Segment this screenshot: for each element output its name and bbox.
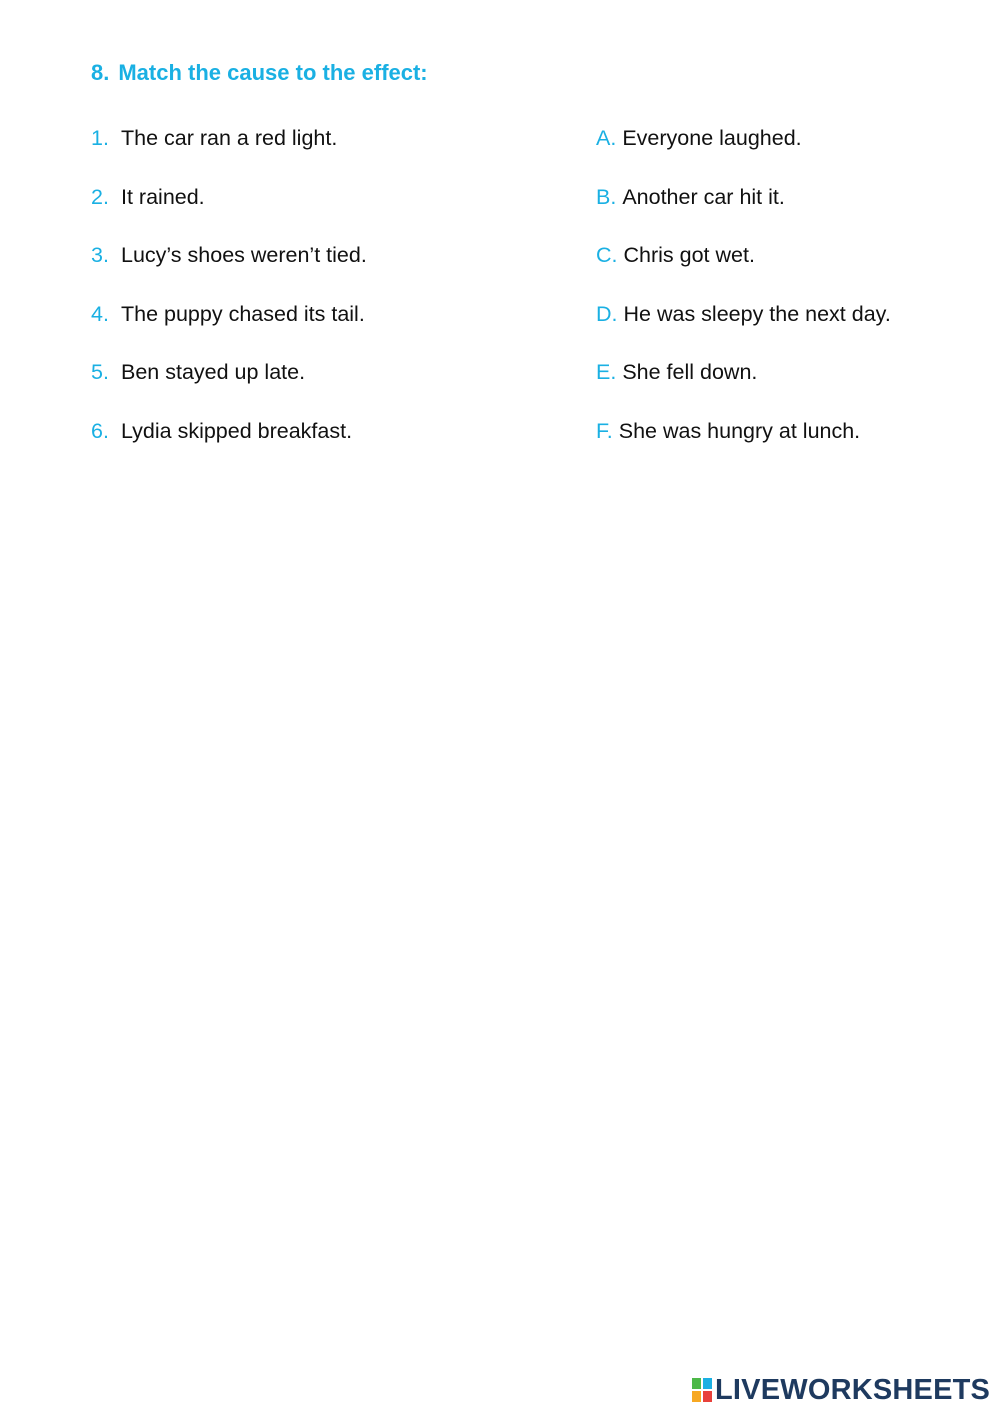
effect-item <box>596 124 891 183</box>
cause-item <box>91 183 367 242</box>
effects-list <box>596 124 891 475</box>
effect-text: He was sleepy the next day. <box>623 301 891 326</box>
question-title: Match the cause to the effect: <box>118 60 428 85</box>
effect-text: She fell down. <box>622 360 758 384</box>
effect-text: Chris got wet. <box>623 243 755 267</box>
effect-text: Everyone laughed. <box>622 126 802 150</box>
effect-item <box>596 300 891 359</box>
question-heading <box>91 60 428 86</box>
liveworksheets-logo-icon <box>692 1378 712 1402</box>
effect-item <box>596 241 891 300</box>
cause-item <box>91 358 367 417</box>
question-number: 8. <box>91 60 110 85</box>
cause-number: 4. <box>91 301 109 326</box>
liveworksheets-branding <box>692 1372 990 1408</box>
cause-number: 3. <box>91 243 109 267</box>
effect-letter: F. <box>596 418 613 443</box>
cause-text: It rained. <box>121 184 205 209</box>
effect-letter: E. <box>596 360 617 384</box>
cause-text: The car ran a red light. <box>121 126 338 150</box>
cause-text: Ben stayed up late. <box>121 360 306 384</box>
cause-number: 1. <box>91 126 109 150</box>
effect-letter: A. <box>596 126 617 150</box>
cause-item <box>91 241 367 300</box>
cause-number: 5. <box>91 360 109 384</box>
cause-item <box>91 124 367 183</box>
causes-list <box>91 124 367 475</box>
cause-item <box>91 417 367 476</box>
cause-item <box>91 300 367 359</box>
cause-text: The puppy chased its tail. <box>121 301 365 326</box>
effect-text: Another car hit it. <box>622 184 785 209</box>
cause-number: 6. <box>91 418 109 443</box>
cause-number: 2. <box>91 184 109 209</box>
effect-item <box>596 183 891 242</box>
effect-letter: C. <box>596 243 618 267</box>
cause-text: Lydia skipped breakfast. <box>121 418 353 443</box>
effect-letter: B. <box>596 184 617 209</box>
effect-letter: D. <box>596 301 618 326</box>
liveworksheets-wordmark: LIVEWORKSHEETS <box>715 1373 991 1406</box>
effect-text: She was hungry at lunch. <box>618 418 861 443</box>
effect-item <box>596 417 891 476</box>
cause-text: Lucy’s shoes weren’t tied. <box>121 243 367 267</box>
effect-item <box>596 358 891 417</box>
